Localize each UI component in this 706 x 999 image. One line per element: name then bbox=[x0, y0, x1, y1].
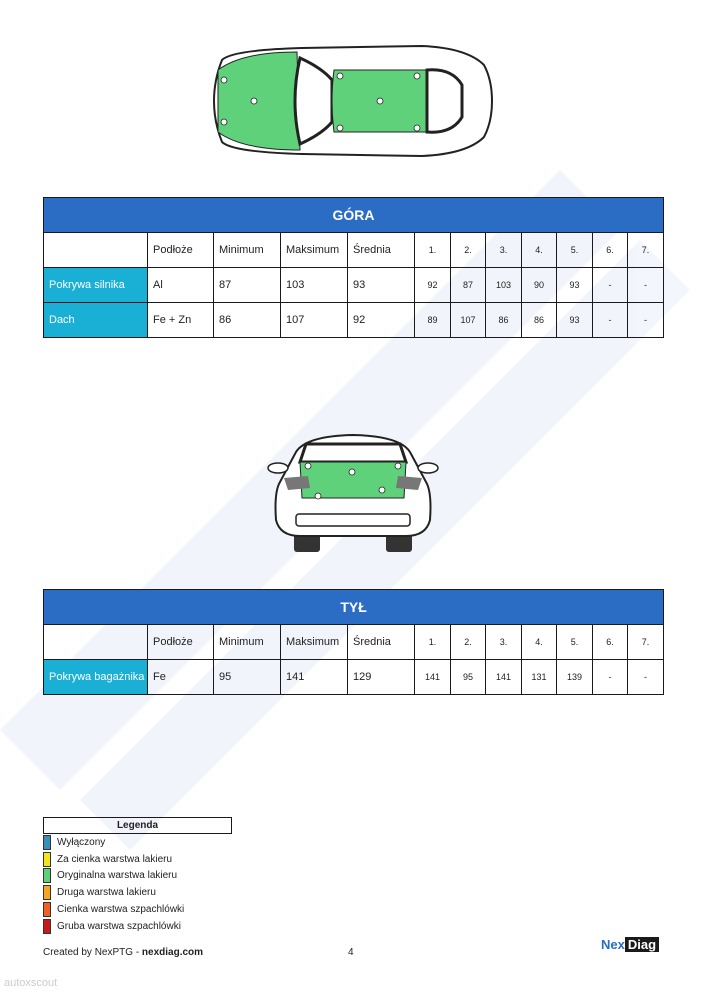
table-cell: 129 bbox=[348, 660, 415, 695]
measurement-cell: - bbox=[593, 303, 628, 338]
legend-swatch bbox=[43, 868, 51, 883]
header-cell: Średnia bbox=[348, 233, 415, 268]
header-cell bbox=[44, 625, 148, 660]
table-row bbox=[44, 660, 664, 695]
header-cell: 3. bbox=[486, 625, 522, 660]
header-cell: Średnia bbox=[348, 625, 415, 660]
measurement-cell: 131 bbox=[522, 660, 557, 695]
header-cell: 2. bbox=[451, 625, 486, 660]
table-cell: Fe + Zn bbox=[148, 303, 214, 338]
measurement-cell: 86 bbox=[522, 303, 557, 338]
table-cell: Fe bbox=[148, 660, 214, 695]
measurement-cell: 103 bbox=[486, 268, 522, 303]
table-cell: 92 bbox=[348, 303, 415, 338]
legend-item bbox=[43, 901, 232, 918]
row-label: Pokrywa silnika bbox=[44, 268, 148, 303]
header-cell: 5. bbox=[557, 625, 593, 660]
header-cell: 3. bbox=[486, 233, 522, 268]
site-link[interactable]: nexdiag.com bbox=[141, 947, 204, 958]
header-cell: Maksimum bbox=[281, 625, 348, 660]
legend-swatch bbox=[43, 902, 51, 917]
legend-label: Druga warstwa lakieru bbox=[57, 887, 156, 899]
trunk-lid-panel bbox=[300, 462, 406, 498]
row-label: Pokrywa bagażnika bbox=[44, 660, 148, 695]
legend-item bbox=[43, 851, 232, 868]
car-rear-view-diagram bbox=[266, 432, 440, 556]
header-cell bbox=[44, 233, 148, 268]
table-cell: 103 bbox=[281, 268, 348, 303]
measurement-cell: 141 bbox=[486, 660, 522, 695]
measurement-cell: 93 bbox=[557, 268, 593, 303]
header-cell: 2. bbox=[451, 233, 486, 268]
table-cell: 87 bbox=[214, 268, 281, 303]
page-number: 4 bbox=[348, 947, 354, 958]
legend-item bbox=[43, 884, 232, 901]
header-cell: 4. bbox=[522, 233, 557, 268]
created-by-text: Created by NexPTG - bbox=[43, 947, 142, 958]
section-title: TYŁ bbox=[44, 590, 664, 625]
measurement-cell: 89 bbox=[415, 303, 451, 338]
measurement-cell: 90 bbox=[522, 268, 557, 303]
header-cell: 4. bbox=[522, 625, 557, 660]
legend-label: Gruba warstwa szpachlówki bbox=[57, 920, 181, 932]
header-row bbox=[44, 625, 664, 660]
header-cell: 6. bbox=[593, 625, 628, 660]
header-cell: 7. bbox=[628, 625, 664, 660]
header-cell: Maksimum bbox=[281, 233, 348, 268]
table-cell: 86 bbox=[214, 303, 281, 338]
legend-swatch bbox=[43, 835, 51, 850]
header-cell: Podłoże bbox=[148, 233, 214, 268]
measurement-cell: - bbox=[593, 268, 628, 303]
table-cell: Al bbox=[148, 268, 214, 303]
measurement-cell: 107 bbox=[451, 303, 486, 338]
legend-label: Oryginalna warstwa lakieru bbox=[57, 870, 178, 882]
measurement-cell: 92 bbox=[415, 268, 451, 303]
watermark-stamp: autoxscout bbox=[4, 977, 58, 989]
header-cell: Minimum bbox=[214, 233, 281, 268]
nexdiag-logo: Nex Diag bbox=[601, 937, 659, 952]
header-cell: Minimum bbox=[214, 625, 281, 660]
measurement-cell: 86 bbox=[486, 303, 522, 338]
measurement-cell: 87 bbox=[451, 268, 486, 303]
table-cell: 107 bbox=[281, 303, 348, 338]
legend-item bbox=[43, 918, 232, 935]
header-row bbox=[44, 233, 664, 268]
legend-item bbox=[43, 868, 232, 885]
header-cell: 7. bbox=[628, 233, 664, 268]
legend-item bbox=[43, 834, 232, 851]
measurement-cell: - bbox=[628, 268, 664, 303]
header-cell: Podłoże bbox=[148, 625, 214, 660]
rear-window bbox=[427, 70, 462, 132]
measurement-cell: - bbox=[628, 660, 664, 695]
table-cell: 95 bbox=[214, 660, 281, 695]
header-cell: 1. bbox=[415, 233, 451, 268]
row-label: Dach bbox=[44, 303, 148, 338]
table-row bbox=[44, 303, 664, 338]
legend-label: Cienka warstwa szpachlówki bbox=[57, 904, 185, 916]
measurement-cell: 93 bbox=[557, 303, 593, 338]
legend bbox=[43, 817, 232, 935]
legend-label: Za cienka warstwa lakieru bbox=[57, 853, 173, 865]
gora-table bbox=[43, 197, 664, 338]
table-row bbox=[44, 268, 664, 303]
legend-label: Wyłączony bbox=[57, 836, 106, 848]
measurement-cell: 141 bbox=[415, 660, 451, 695]
tyl-table bbox=[43, 589, 664, 695]
car-top-view-diagram bbox=[212, 40, 494, 162]
header-cell: 5. bbox=[557, 233, 593, 268]
table-cell: 141 bbox=[281, 660, 348, 695]
legend-swatch bbox=[43, 852, 51, 867]
legend-swatch bbox=[43, 919, 51, 934]
legend-swatch bbox=[43, 885, 51, 900]
header-cell: 1. bbox=[415, 625, 451, 660]
footer-credit bbox=[43, 947, 203, 958]
measurement-cell: - bbox=[628, 303, 664, 338]
header-cell: 6. bbox=[593, 233, 628, 268]
hood-panel bbox=[218, 52, 300, 150]
section-title: GÓRA bbox=[44, 198, 664, 233]
measurement-cell: - bbox=[593, 660, 628, 695]
measurement-cell: 95 bbox=[451, 660, 486, 695]
measurement-cell: 139 bbox=[557, 660, 593, 695]
legend-title: Legenda bbox=[43, 817, 232, 834]
table-cell: 93 bbox=[348, 268, 415, 303]
